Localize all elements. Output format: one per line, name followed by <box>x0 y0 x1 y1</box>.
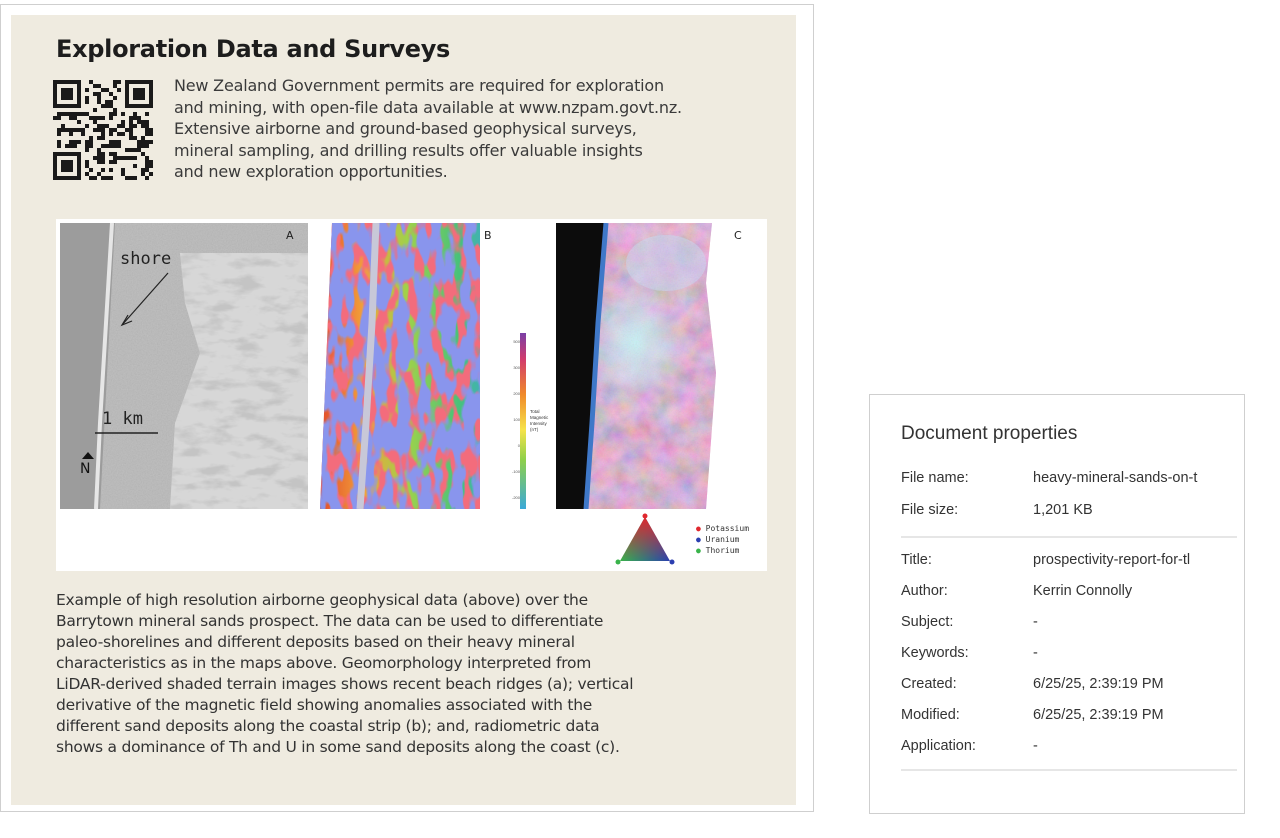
prop-row-subject <box>901 614 1245 636</box>
colorbar-tick: 500 <box>513 339 520 344</box>
caption-line: shows a dominance of Th and U in some sand deposits along the coast (c). <box>56 738 620 756</box>
prop-label: Application: <box>901 738 976 754</box>
legend-item-uranium: ● Uranium <box>696 535 740 544</box>
prop-label: Created: <box>901 676 957 692</box>
qr-code-icon <box>53 77 153 183</box>
ternary-legend-icon <box>612 511 678 569</box>
radiometric-map <box>556 223 760 509</box>
panel-tag-a: A <box>286 229 294 242</box>
lidar-terrain-map <box>60 223 308 509</box>
prop-value[interactable]: 1,201 KB <box>1033 502 1093 518</box>
prop-label: Modified: <box>901 707 960 723</box>
prop-value[interactable]: 6/25/25, 2:39:19 PM <box>1033 707 1164 723</box>
prop-value[interactable]: Kerrin Connolly <box>1033 583 1133 599</box>
colorbar <box>520 333 526 509</box>
prop-label: Keywords: <box>901 645 969 661</box>
prop-row-application <box>901 738 1245 760</box>
prop-value[interactable]: - <box>1033 738 1038 754</box>
prop-row-created <box>901 676 1245 698</box>
properties-divider <box>901 536 1237 538</box>
caption-line: Example of high resolution airborne geophysical data (above) over the <box>56 591 588 609</box>
prop-label: File size: <box>901 502 959 518</box>
properties-heading: Document properties <box>901 423 1078 444</box>
panel-tag-c: C <box>734 229 742 242</box>
prop-label: Subject: <box>901 614 954 630</box>
caption-line: derivative of the magnetic field showing anomalies associated with the <box>56 696 593 714</box>
colorbar-tick: 100 <box>513 417 520 422</box>
colorbar-tick: 0 <box>517 443 520 448</box>
prop-value[interactable]: prospectivity-report-for-tl <box>1033 552 1191 568</box>
properties-divider <box>901 769 1237 771</box>
panel-tag-b: B <box>484 229 492 242</box>
prop-value[interactable]: - <box>1033 645 1038 661</box>
scale-bar-label: 1 km <box>102 409 143 429</box>
caption-line: paleo-shorelines and different deposits based on their heavy mineral <box>56 633 575 651</box>
caption-line: LiDAR-derived shaded terrain images shows recent beach ridges (a); vertical <box>56 675 634 693</box>
caption-line: characteristics as in the maps above. Geomorphology interpreted from <box>56 654 592 672</box>
prop-row-modified <box>901 707 1245 729</box>
prop-row-author <box>901 583 1245 605</box>
prop-row-keywords <box>901 645 1245 667</box>
legend-item-thorium: ● Thorium <box>696 546 740 555</box>
colorbar-tick: -100 <box>511 469 520 474</box>
page-title: Exploration Data and Surveys <box>56 35 451 63</box>
prop-label: Title: <box>901 552 932 568</box>
intro-line: mineral sampling, and drilling results offer valuable insights <box>174 140 643 160</box>
north-label: N <box>80 461 91 477</box>
prop-row-title <box>901 552 1245 574</box>
intro-line: and new exploration opportunities. <box>174 162 448 181</box>
prop-value[interactable]: - <box>1033 614 1038 630</box>
intro-line: Extensive airborne and ground-based geophysical surveys, <box>174 119 637 138</box>
caption-line: different sand deposits along the coastal strip (b); and, radiometric data <box>56 717 600 735</box>
document-preview <box>0 4 814 812</box>
colorbar-tick: 300 <box>513 365 520 370</box>
prop-value[interactable]: heavy-mineral-sands-on-t <box>1033 470 1198 486</box>
document-page <box>11 15 796 805</box>
colorbar-tick: 200 <box>513 391 520 396</box>
prop-label: File name: <box>901 470 969 486</box>
figure-caption <box>56 590 776 758</box>
colorbar-ticks <box>508 329 520 515</box>
intro-paragraph <box>174 75 774 183</box>
intro-line: New Zealand Government permits are required for exploration <box>174 76 664 95</box>
prop-row-file-name <box>901 470 1245 492</box>
prop-value[interactable]: 6/25/25, 2:39:19 PM <box>1033 676 1164 692</box>
prop-label: Author: <box>901 583 948 599</box>
radiometric-legend <box>696 523 749 556</box>
colorbar-label: Total Magnetic Intensity (nT) <box>530 409 549 432</box>
colorbar-tick: -200 <box>511 495 520 500</box>
caption-line: Barrytown mineral sands prospect. The data can be used to differentiate <box>56 612 604 630</box>
intro-line: and mining, with open-file data available at www.nzpam.govt.nz. <box>174 97 682 117</box>
magnetic-field-map <box>320 223 494 509</box>
shore-label: shore <box>120 249 172 269</box>
prop-row-file-size <box>901 502 1245 524</box>
document-properties-panel <box>869 394 1245 814</box>
geophysical-figure <box>56 219 767 571</box>
legend-item-potassium: ● Potassium <box>696 524 750 533</box>
